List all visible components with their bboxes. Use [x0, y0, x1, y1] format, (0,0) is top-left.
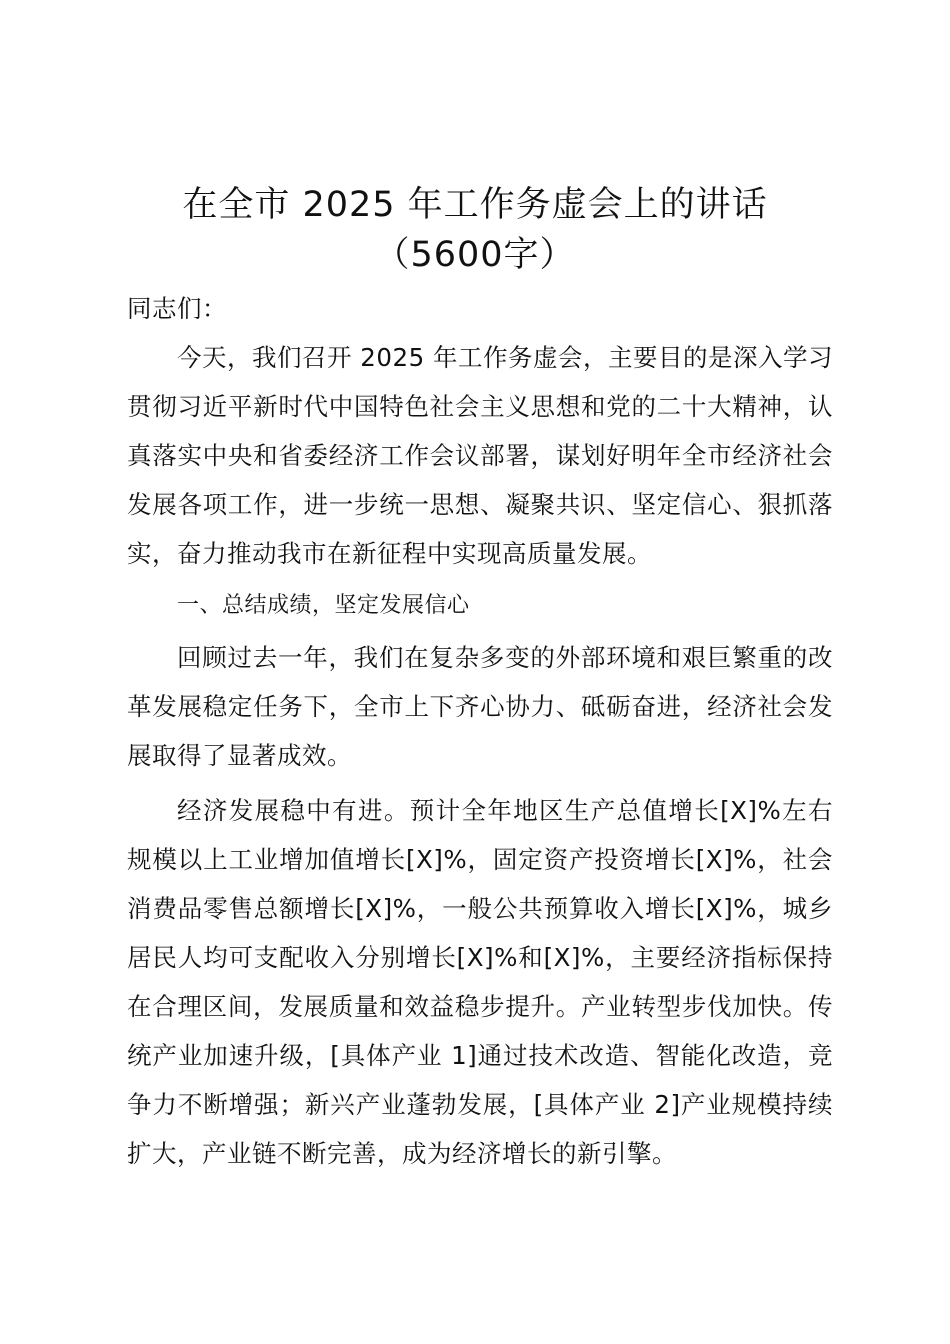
document-title: 在全市 2025 年工作务虚会上的讲话（5600字） [182, 185, 768, 275]
body-paragraph: 经济发展稳中有进。预计全年地区生产总值增长[X]%左右规模以上工业增加值增长[X]%，固定资产投资增长[X]%，社会消费品零售总额增长[X]%，一般公共预算收入增长[X]%，城乡居民人均可支配收入分别增长[X]%和[X]%，主要经济指标保持在合理区间，发展质量和效益稳步提升。产业转型步伐加快。传统产业加速升级，[具体产业 1]通过技术改造、智能化改造，竞争力不断增强；新兴产业蓬勃发展，[具体产业 2]产业规模持续扩大，产业链不断完善，成为经济增长的新引擎。 [127, 796, 833, 1168]
document-body [127, 284, 833, 1178]
body-paragraph: 回顾过去一年，我们在复杂多变的外部环境和艰巨繁重的改革发展稳定任务下，全市上下齐心协力、砥砺奋进，经济社会发展取得了显著成效。 [127, 643, 833, 770]
section-heading: 一、总结成绩，坚定发展信心 [177, 593, 470, 618]
salutation: 同志们： [127, 294, 227, 323]
intro-paragraph: 今天，我们召开 2025 年工作务虚会，主要目的是深入学习贯彻习近平新时代中国特色社会主义思想和党的二十大精神，认真落实中央和省委经济工作会议部署，谋划好明年全市经济社会发展各项工作，进一步统一思想、凝聚共识、坚定信心、狠抓落实，奋力推动我市在新征程中实现高质量发展。 [127, 343, 833, 568]
